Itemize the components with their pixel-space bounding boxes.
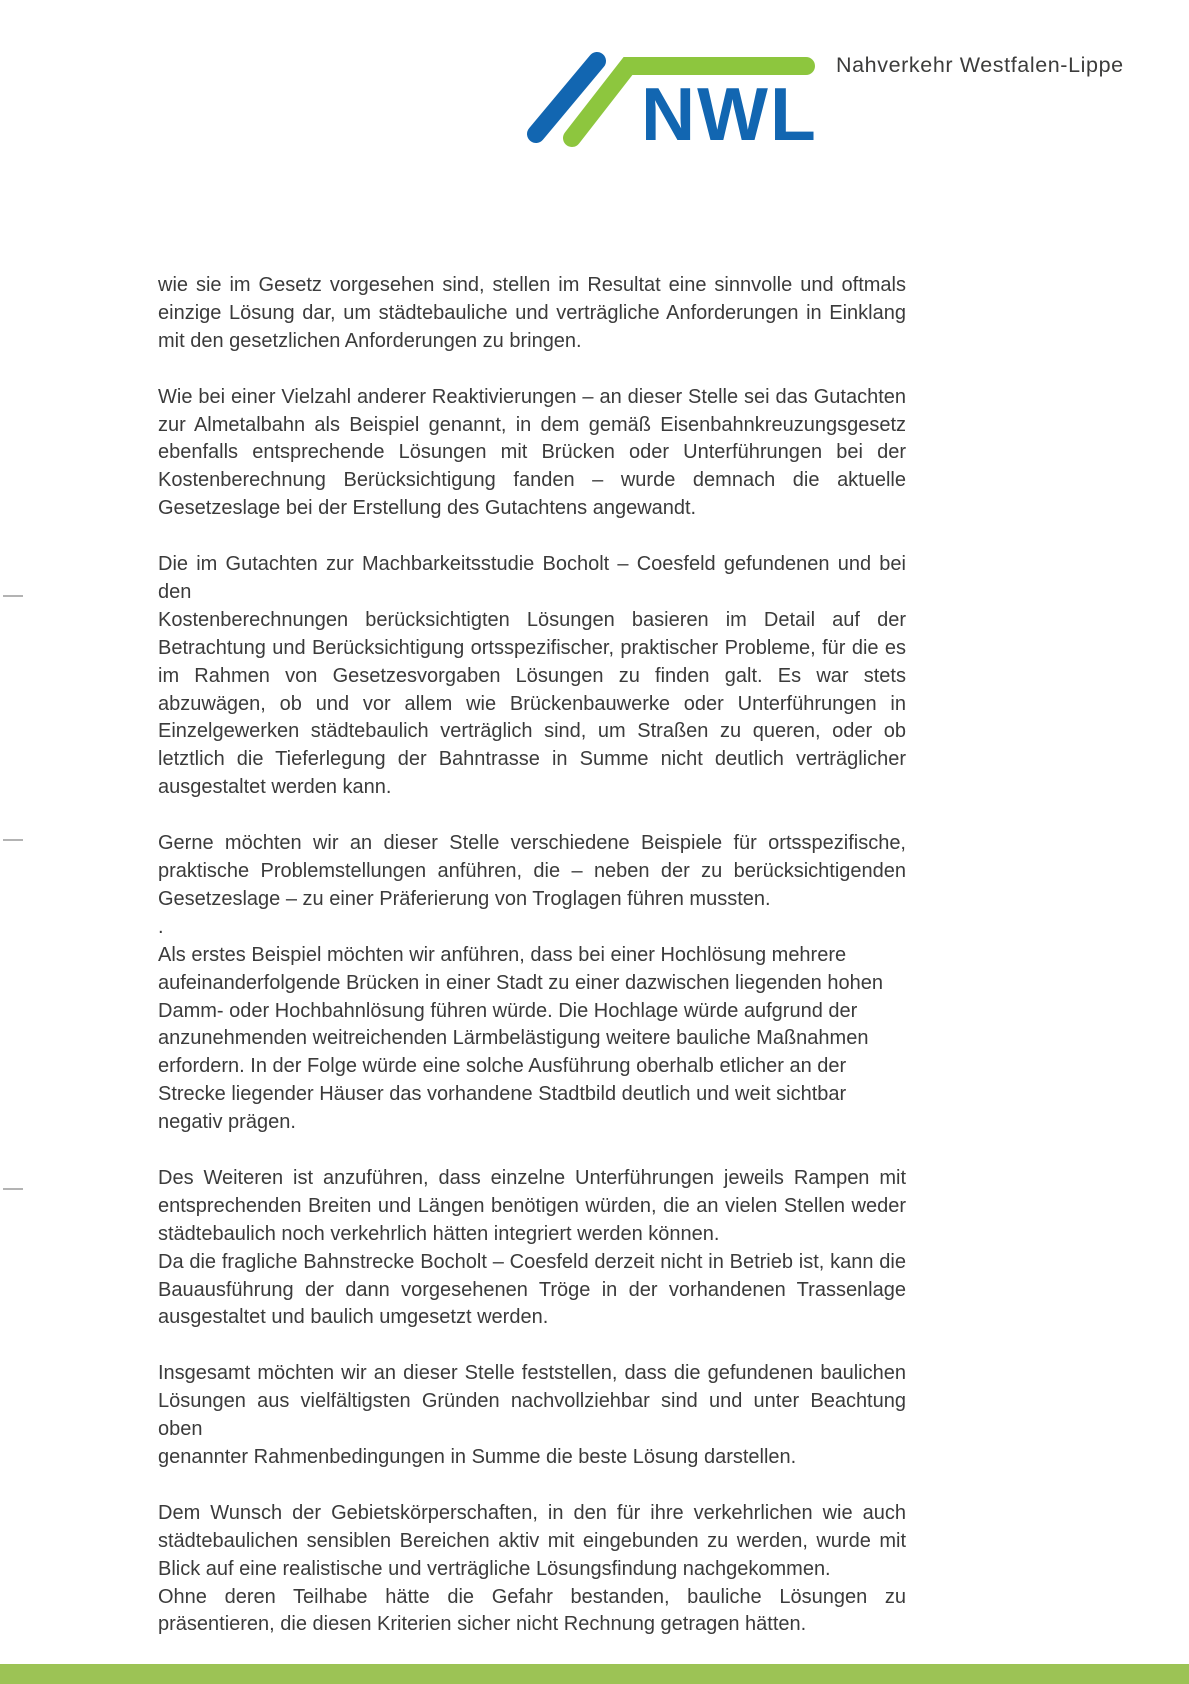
paragraph xyxy=(158,914,906,942)
text-line: Des Weiteren ist anzuführen, dass einzelne Unterführungen jeweils Rampen mit xyxy=(158,1166,906,1189)
paragraph xyxy=(158,551,906,802)
text-line: Bauausführung der dann vorgesehenen Tröge in der vorhandenen Trassenlage xyxy=(158,1278,906,1301)
text-line: im Rahmen von Gesetzesvorgaben Lösungen zu finden galt. Es war stets xyxy=(158,664,906,687)
text-line: Strecke liegender Häuser das vorhandene Stadtbild deutlich und weit sichtbar xyxy=(158,1083,847,1106)
text-line: Insgesamt möchten wir an dieser Stelle feststellen, dass die gefundenen baulichen xyxy=(158,1362,906,1385)
fold-mark-bottom xyxy=(3,1188,23,1190)
text-line: . xyxy=(158,915,164,938)
text-line: Blick auf eine realistische und verträgliche Lösungsfindung nachgekommen. xyxy=(158,1557,831,1580)
text-line: Lösungen aus vielfältigsten Gründen nachvollziehbar sind und unter Beachtung oben xyxy=(158,1390,906,1441)
text-line: mit den gesetzlichen Anforderungen zu bringen. xyxy=(158,329,582,352)
letter-body xyxy=(158,272,906,1639)
text-line: städtebaulich noch verkehrlich hätten integriert werden können. xyxy=(158,1222,720,1245)
text-line: einzige Lösung dar, um städtebauliche und verträgliche Anforderungen in Einklang xyxy=(158,301,906,324)
text-line: Gerne möchten wir an dieser Stelle verschiedene Beispiele für ortsspezifische, xyxy=(158,832,906,855)
paragraph xyxy=(158,1249,906,1333)
paragraph xyxy=(158,272,906,356)
text-line: wie sie im Gesetz vorgesehen sind, stellen im Resultat eine sinnvolle und oftmals xyxy=(158,274,906,296)
text-line: Gesetzeslage – zu einer Präferierung von Troglagen führen mussten. xyxy=(158,887,771,910)
text-line: städtebaulichen sensiblen Bereichen aktiv mit eingebunden zu werden, wurde mit xyxy=(158,1529,906,1552)
text-line: Einzelgewerken städtebaulich verträglich sind, um Straßen zu queren, oder ob xyxy=(158,720,906,743)
text-line: letztlich die Tieferlegung der Bahntrasse in Summe nicht deutlich verträglicher xyxy=(158,748,906,771)
text-line: Dem Wunsch der Gebietskörperschaften, in den für ihre verkehrlichen wie auch xyxy=(158,1501,906,1524)
text-line: Da die fragliche Bahnstrecke Bocholt – Coesfeld derzeit nicht in Betrieb ist, kann die xyxy=(158,1250,906,1273)
logo-wordmark: NWL xyxy=(641,72,818,156)
paragraph xyxy=(158,1165,906,1249)
text-line: zur Almetalbahn als Beispiel genannt, in dem gemäß Eisenbahnkreuzungsgesetz xyxy=(158,413,906,436)
text-line: ausgestaltet und baulich umgesetzt werden. xyxy=(158,1306,549,1329)
text-line: aufeinanderfolgende Brücken in einer Stadt zu einer dazwischen liegenden hohen xyxy=(158,971,883,994)
text-line: praktische Problemstellungen anführen, die – neben der zu berücksichtigenden xyxy=(158,859,906,882)
text-line: Betrachtung und Berücksichtigung ortsspezifischer, praktischer Probleme, für die es xyxy=(158,636,906,659)
paragraph xyxy=(158,1360,906,1472)
text-line: Ohne deren Teilhabe hätte die Gefahr bestanden, bauliche Lösungen zu xyxy=(158,1585,906,1608)
fold-mark-top xyxy=(3,595,23,597)
text-line: präsentieren, die diesen Kriterien sicher nicht Rechnung getragen hätten. xyxy=(158,1613,807,1636)
text-line: erfordern. In der Folge würde eine solche Ausführung oberhalb etlicher an der xyxy=(158,1055,847,1078)
text-line: ebenfalls entsprechende Lösungen mit Brücken oder Unterführungen bei der xyxy=(158,441,906,464)
text-line: Als erstes Beispiel möchten wir anführen, dass bei einer Hochlösung mehrere xyxy=(158,943,847,966)
paragraph xyxy=(158,942,906,1137)
text-line: negativ prägen. xyxy=(158,1111,296,1134)
fold-mark-middle xyxy=(3,839,23,841)
paragraph xyxy=(158,384,906,524)
paragraph xyxy=(158,830,906,914)
text-line: abzuwägen, ob und vor allem wie Brückenbauwerke oder Unterführungen in xyxy=(158,692,906,715)
text-line: anzunehmenden weitreichenden Lärmbelästigung weitere bauliche Maßnahmen xyxy=(158,1027,869,1050)
footer-bar xyxy=(0,1664,1189,1684)
text-line: Damm- oder Hochbahnlösung führen würde. Die Hochlage würde aufgrund der xyxy=(158,999,858,1022)
text-line: Gesetzeslage bei der Erstellung des Gutachtens angewandt. xyxy=(158,497,697,520)
text-line: Wie bei einer Vielzahl anderer Reaktivierungen – an dieser Stelle sei das Gutachten xyxy=(158,385,906,408)
paragraph xyxy=(158,1584,906,1640)
text-line: genannter Rahmenbedingungen in Summe die beste Lösung darstellen. xyxy=(158,1445,797,1468)
text-line: ausgestaltet werden kann. xyxy=(158,776,392,799)
text-line: Die im Gutachten zur Machbarkeitsstudie Bocholt – Coesfeld gefundenen und bei den xyxy=(158,553,906,603)
text-line: Kostenberechnungen berücksichtigten Lösungen basieren im Detail auf der xyxy=(158,608,906,631)
logo-tagline: Nahverkehr Westfalen-Lippe xyxy=(836,53,1124,77)
paragraph xyxy=(158,1500,906,1584)
text-line: Kostenberechnung Berücksichtigung fanden – wurde demnach die aktuelle xyxy=(158,469,906,492)
text-line: entsprechenden Breiten und Längen benötigen würden, die an vielen Stellen weder xyxy=(158,1194,906,1217)
